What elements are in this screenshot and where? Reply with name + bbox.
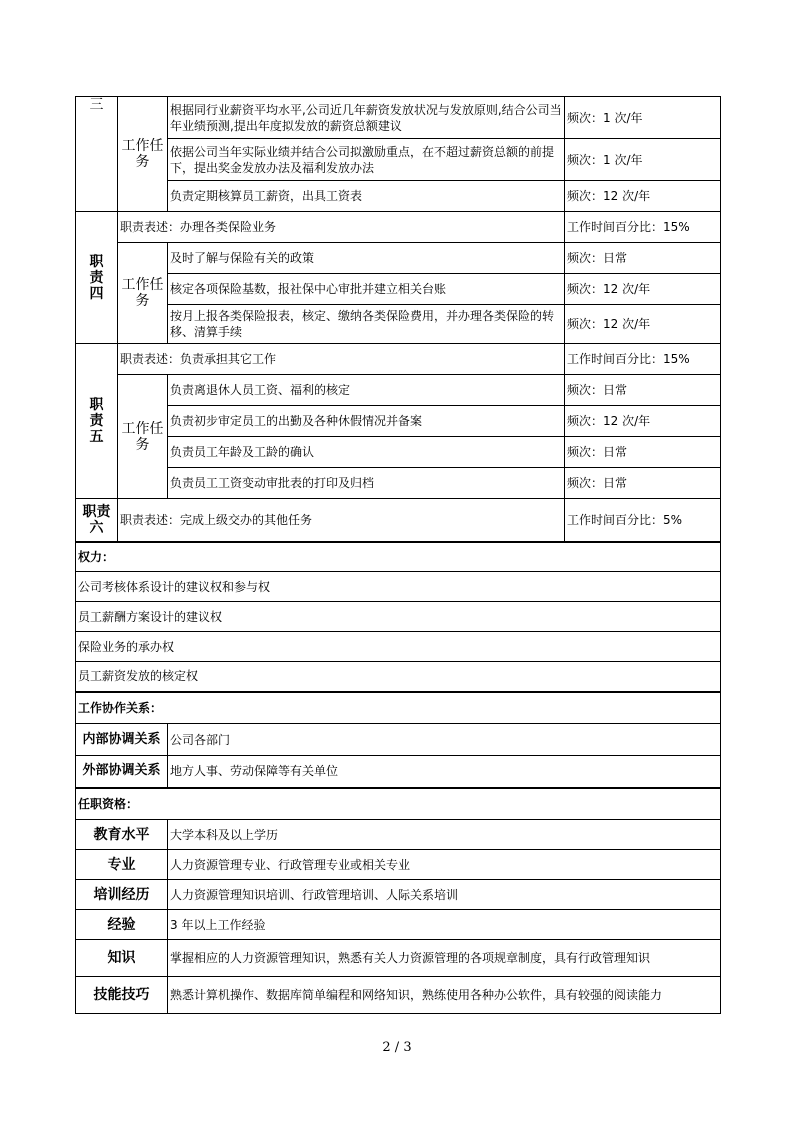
duty-3-freq-2: 频次：1 次/年 [565, 139, 721, 181]
qualification-label: 经验 [76, 910, 168, 940]
duty-5-freq-2: 频次：12 次/年 [565, 406, 721, 437]
qualification-value: 3 年以上工作经验 [168, 910, 721, 940]
job-description-table [75, 96, 721, 1014]
qualification-label: 专业 [76, 850, 168, 880]
authority-item: 保险业务的承办权 [76, 632, 721, 662]
duty-4-freq-3: 频次：12 次/年 [565, 305, 721, 344]
qualification-label: 技能技巧 [76, 977, 168, 1014]
external-coordination-label: 外部协调关系 [76, 756, 168, 788]
duty-5-desc: 职责表述：负责承担其它工作 [118, 344, 565, 375]
duty-3-task-1: 根据同行业薪资平均水平,公司近几年薪资发放状况与发放原则,结合公司当年业绩预测,提出年度拟发放的薪资总额建议 [168, 97, 565, 139]
duty-5-task-1: 负责离退休人员工资、福利的核定 [168, 375, 565, 406]
qualification-label: 知识 [76, 940, 168, 977]
qualification-value: 大学本科及以上学历 [168, 820, 721, 850]
duty-4-desc: 职责表述：办理各类保险业务 [118, 212, 565, 243]
duty-4-freq-1: 频次：日常 [565, 243, 721, 274]
authority-item: 公司考核体系设计的建议权和参与权 [76, 572, 721, 602]
duty-3-task-2: 依据公司当年实际业绩并结合公司拟激励重点，在不超过薪资总额的前提下，提出奖金发放办法及福利发放办法 [168, 139, 565, 181]
duty-5-task-2: 负责初步审定员工的出勤及各种休假情况并备案 [168, 406, 565, 437]
duty-3-task-3: 负责定期核算员工薪资，出具工资表 [168, 181, 565, 212]
duty-5-freq-4: 频次：日常 [565, 468, 721, 499]
page-number: 2 / 3 [382, 1040, 412, 1055]
duty-4-task-3: 按月上报各类保险报表，核定、缴纳各类保险费用，并办理各类保险的转移、清算手续 [168, 305, 565, 344]
external-coordination-value: 地方人事、劳动保障等有关单位 [168, 756, 721, 788]
duty-6-label: 职责六 [76, 499, 118, 542]
qualifications-title: 任职资格： [76, 788, 721, 820]
qualification-label: 教育水平 [76, 820, 168, 850]
qualification-label: 培训经历 [76, 880, 168, 910]
qualification-value: 熟悉计算机操作、数据库简单编程和网络知识，熟练使用各种办公软件，具有较强的阅读能力 [168, 977, 721, 1014]
duty-3-task-label: 工作任务 [118, 97, 168, 212]
duty-5-task-label: 工作任务 [118, 375, 168, 499]
authority-item: 员工薪酬方案设计的建议权 [76, 602, 721, 632]
duty-5-task-3: 负责员工年龄及工龄的确认 [168, 437, 565, 468]
duty-4-freq-2: 频次：12 次/年 [565, 274, 721, 305]
duty-6-pct: 工作时间百分比：5% [565, 499, 721, 542]
duty-4-task-label: 工作任务 [118, 243, 168, 344]
authority-item: 员工薪资发放的核定权 [76, 662, 721, 692]
duty-4-pct: 工作时间百分比：15% [565, 212, 721, 243]
duty-3-freq-3: 频次：12 次/年 [565, 181, 721, 212]
duty-4-task-1: 及时了解与保险有关的政策 [168, 243, 565, 274]
duty-4-label: 职责四 [76, 212, 118, 344]
qualification-value: 人力资源管理专业、行政管理专业或相关专业 [168, 850, 721, 880]
qualification-value: 人力资源管理知识培训、行政管理培训、人际关系培训 [168, 880, 721, 910]
duty-4-task-2: 核定各项保险基数，报社保中心审批并建立相关台账 [168, 274, 565, 305]
internal-coordination-label: 内部协调关系 [76, 724, 168, 756]
duty-5-label: 职责五 [76, 344, 118, 499]
duty-3-label: 三 [76, 97, 118, 212]
duty-3-freq-1: 频次：1 次/年 [565, 97, 721, 139]
cooperation-title: 工作协作关系： [76, 692, 721, 724]
qualification-value: 掌握相应的人力资源管理知识，熟悉有关人力资源管理的各项规章制度，具有行政管理知识 [168, 940, 721, 977]
authority-title: 权力： [76, 542, 721, 572]
duty-6-desc: 职责表述：完成上级交办的其他任务 [118, 499, 565, 542]
internal-coordination-value: 公司各部门 [168, 724, 721, 756]
duty-5-freq-3: 频次：日常 [565, 437, 721, 468]
duty-5-pct: 工作时间百分比：15% [565, 344, 721, 375]
duty-5-task-4: 负责员工工资变动审批表的打印及归档 [168, 468, 565, 499]
duty-5-freq-1: 频次：日常 [565, 375, 721, 406]
